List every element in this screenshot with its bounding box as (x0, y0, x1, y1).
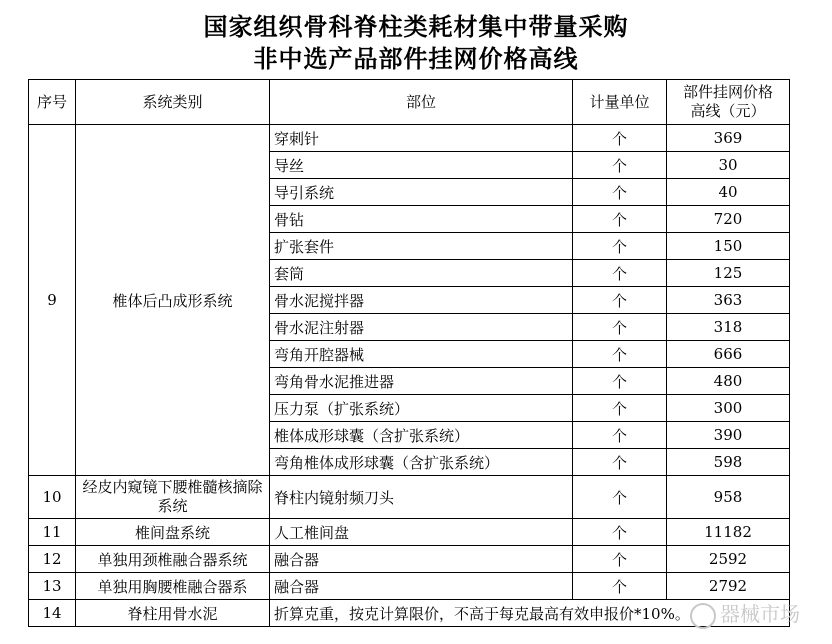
part-cell: 弯角椎体成形球囊（含扩张系统） (270, 449, 573, 476)
part-cell: 弯角骨水泥推进器 (270, 368, 573, 395)
unit-cell: 个 (573, 260, 667, 287)
unit-cell: 个 (573, 368, 667, 395)
header-unit: 计量单位 (573, 80, 667, 125)
part-cell: 穿刺针 (270, 125, 573, 152)
price-cell: 390 (667, 422, 790, 449)
seq-cell: 11 (29, 519, 76, 546)
table-row (29, 546, 790, 573)
group9-seq-cell: 9 (29, 125, 76, 476)
group9-system-cell: 椎体后凸成形系统 (76, 125, 270, 476)
seq-cell: 14 (29, 600, 76, 627)
unit-cell: 个 (573, 125, 667, 152)
part-cell: 骨钻 (270, 206, 573, 233)
seq-cell: 12 (29, 546, 76, 573)
price-cell: 2792 (667, 573, 790, 600)
price-cell: 150 (667, 233, 790, 260)
header-system: 系统类别 (76, 80, 270, 125)
price-table (28, 79, 790, 627)
part-cell: 导引系统 (270, 179, 573, 206)
page-title-line1: 国家组织骨科脊柱类耗材集中带量采购 (203, 13, 629, 41)
table-row (29, 476, 790, 519)
unit-cell: 个 (573, 179, 667, 206)
unit-cell: 个 (573, 152, 667, 179)
header-price-line2: 高线（元） (690, 102, 766, 120)
unit-cell: 个 (573, 422, 667, 449)
wechat-logo-icon (690, 603, 716, 629)
table-row (29, 125, 790, 152)
unit-cell: 个 (573, 233, 667, 260)
system-cell: 单独用颈椎融合器系统 (76, 546, 270, 573)
system-cell: 椎间盘系统 (76, 519, 270, 546)
header-price (667, 80, 790, 125)
price-cell: 720 (667, 206, 790, 233)
part-cell: 导丝 (270, 152, 573, 179)
unit-cell: 个 (573, 341, 667, 368)
part-cell: 椎体成形球囊（含扩张系统） (270, 422, 573, 449)
unit-cell: 个 (573, 395, 667, 422)
unit-cell: 个 (573, 449, 667, 476)
unit-cell: 个 (573, 287, 667, 314)
unit-cell: 个 (573, 546, 667, 573)
unit-cell: 个 (573, 476, 667, 519)
price-cell: 480 (667, 368, 790, 395)
price-cell: 958 (667, 476, 790, 519)
unit-cell: 个 (573, 573, 667, 600)
part-cell: 人工椎间盘 (270, 519, 573, 546)
price-cell: 318 (667, 314, 790, 341)
part-cell: 融合器 (270, 546, 573, 573)
price-cell: 363 (667, 287, 790, 314)
watermark-text: 器械市场 (720, 602, 800, 626)
header-price-line1: 部件挂网价格 (682, 83, 773, 101)
part-cell: 骨水泥注射器 (270, 314, 573, 341)
price-cell: 40 (667, 179, 790, 206)
header-seq: 序号 (29, 80, 76, 125)
seq-cell: 13 (29, 573, 76, 600)
watermark (690, 594, 830, 634)
system-cell: 单独用胸腰椎融合器系 (76, 573, 270, 600)
header-part: 部位 (270, 80, 573, 125)
table-header-row (29, 80, 790, 125)
price-cell: 300 (667, 395, 790, 422)
part-cell: 融合器 (270, 573, 573, 600)
unit-cell: 个 (573, 314, 667, 341)
price-cell: 2592 (667, 546, 790, 573)
part-cell: 脊柱内镜射频刀头 (270, 476, 573, 519)
part-cell: 骨水泥搅拌器 (270, 287, 573, 314)
price-cell: 30 (667, 152, 790, 179)
price-cell: 125 (667, 260, 790, 287)
part-cell: 弯角开腔器械 (270, 341, 573, 368)
unit-cell: 个 (573, 206, 667, 233)
part-cell: 扩张套件 (270, 233, 573, 260)
table-row (29, 519, 790, 546)
price-cell: 11182 (667, 519, 790, 546)
part-cell: 套筒 (270, 260, 573, 287)
table-row (29, 600, 790, 627)
system-cell: 经皮内窥镜下腰椎髓核摘除系统 (76, 476, 270, 519)
note-cell: 折算克重，按克计算限价，不高于每克最高有效申报价*10%。 (270, 600, 790, 627)
table-row (29, 573, 790, 600)
system-cell: 脊柱用骨水泥 (76, 600, 270, 627)
part-cell: 压力泵（扩张系统） (270, 395, 573, 422)
price-cell: 369 (667, 125, 790, 152)
seq-cell: 10 (29, 476, 76, 519)
price-cell: 598 (667, 449, 790, 476)
unit-cell: 个 (573, 519, 667, 546)
page-title-line2: 非中选产品部件挂网价格高线 (253, 45, 579, 73)
price-cell: 666 (667, 341, 790, 368)
